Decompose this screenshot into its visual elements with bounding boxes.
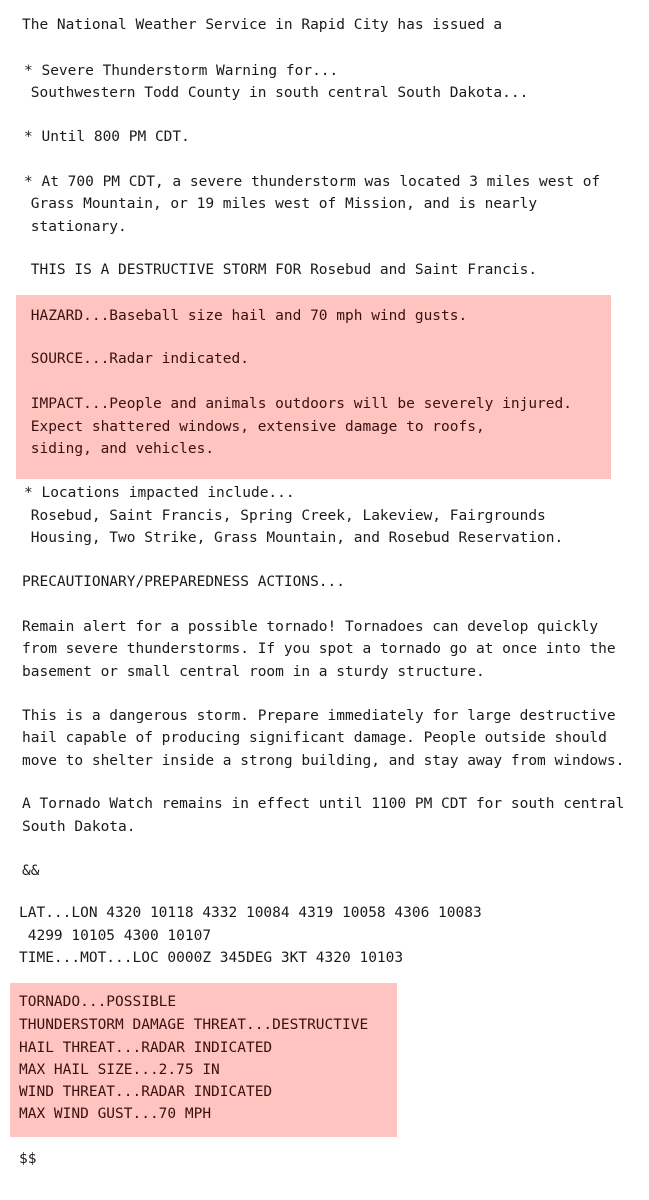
locations-line-2: Rosebud, Saint Francis, Spring Creek, Lakeview, Fairgrounds [22, 508, 546, 524]
location-line-2: Grass Mountain, or 19 miles west of Mission, and is nearly [22, 196, 538, 212]
watch-line-1: A Tornado Watch remains in effect until 1100 PM CDT for south central [22, 796, 625, 812]
wind-threat-line: WIND THREAT...RADAR INDICATED [19, 1084, 273, 1100]
latlon-line-1: LAT...LON 4320 10118 4332 10084 4319 10058 4306 10083 [19, 905, 482, 921]
location-line-1: * At 700 PM CDT, a severe thunderstorm was located 3 miles west of [24, 174, 601, 190]
tornado-alert-line-2: from severe thunderstorms. If you spot a tornado go at once into the [22, 641, 616, 657]
hazard-line: HAZARD...Baseball size hail and 70 mph wind gusts. [22, 308, 468, 324]
until-line: * Until 800 PM CDT. [24, 129, 190, 145]
issued-line: The National Weather Service in Rapid City has issued a [22, 17, 503, 33]
max-wind-line: MAX WIND GUST...70 MPH [19, 1106, 212, 1122]
location-line-3: stationary. [22, 219, 127, 235]
max-hail-line: MAX HAIL SIZE...2.75 IN [19, 1062, 220, 1078]
warning-line-2: Southwestern Todd County in south central South Dakota... [22, 85, 529, 101]
tornado-alert-line-1: Remain alert for a possible tornado! Tornadoes can develop quickly [22, 619, 599, 635]
warning-line-1: * Severe Thunderstorm Warning for... [24, 63, 339, 79]
watch-line-2: South Dakota. [22, 819, 136, 835]
dangerous-line-2: hail capable of producing significant damage. People outside should [22, 730, 607, 746]
locations-line-3: Housing, Two Strike, Grass Mountain, and Rosebud Reservation. [22, 530, 564, 546]
hail-threat-line: HAIL THREAT...RADAR INDICATED [19, 1040, 273, 1056]
dangerous-line-3: move to shelter inside a strong building, and stay away from windows. [22, 753, 625, 769]
time-mot-loc-line: TIME...MOT...LOC 0000Z 345DEG 3KT 4320 10103 [19, 950, 404, 966]
destructive-storm-line: THIS IS A DESTRUCTIVE STORM FOR Rosebud and Saint Francis. [22, 262, 538, 278]
damage-threat-line: THUNDERSTORM DAMAGE THREAT...DESTRUCTIVE [19, 1017, 369, 1033]
tornado-alert-line-3: basement or small central room in a sturdy structure. [22, 664, 485, 680]
dangerous-line-1: This is a dangerous storm. Prepare immediately for large destructive [22, 708, 616, 724]
locations-line-1: * Locations impacted include... [24, 485, 295, 501]
impact-line-3: siding, and vehicles. [22, 441, 215, 457]
source-line: SOURCE...Radar indicated. [22, 351, 249, 367]
ampersand-separator: && [22, 863, 40, 879]
precaution-heading: PRECAUTIONARY/PREPAREDNESS ACTIONS... [22, 574, 346, 590]
latlon-line-2: 4299 10105 4300 10107 [19, 928, 212, 944]
impact-line-1: IMPACT...People and animals outdoors will be severely injured. [22, 396, 572, 412]
impact-line-2: Expect shattered windows, extensive damage to roofs, [22, 419, 485, 435]
end-marker: $$ [19, 1151, 37, 1167]
tornado-threat-line: TORNADO...POSSIBLE [19, 994, 177, 1010]
